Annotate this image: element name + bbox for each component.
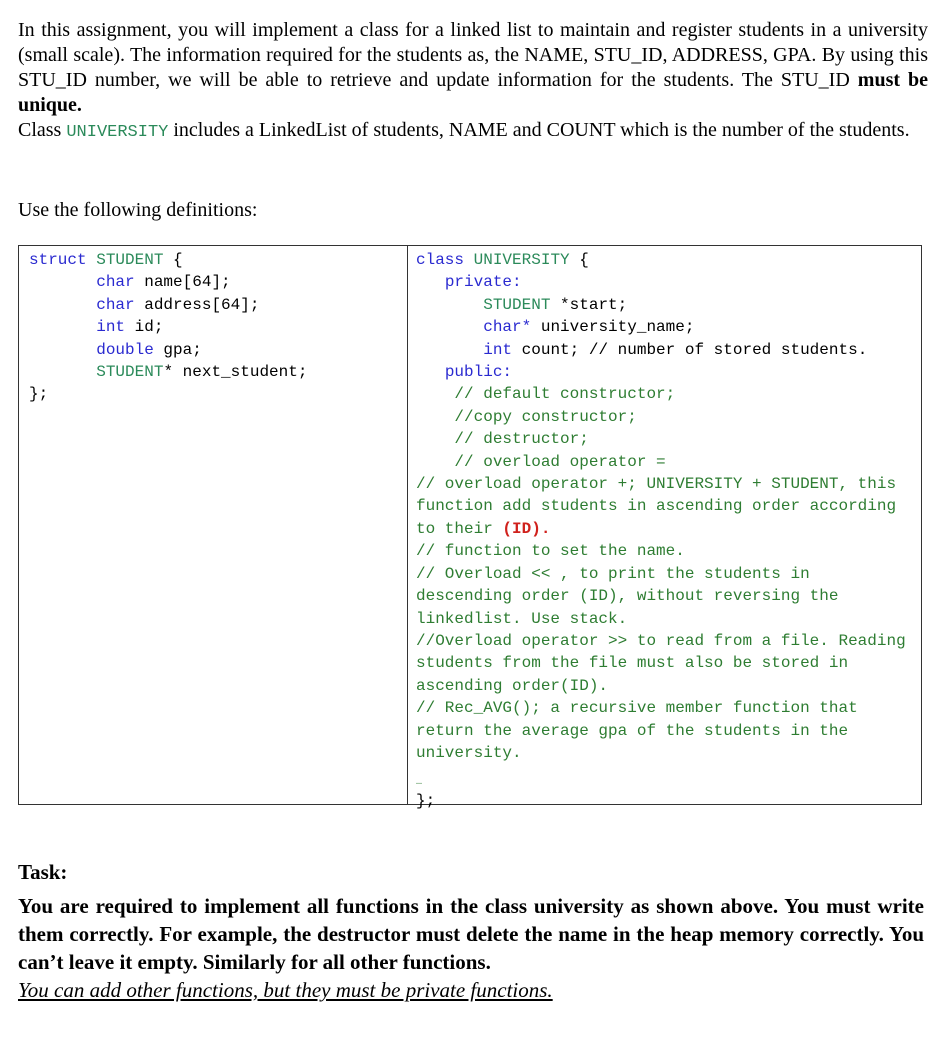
char-keyword: char	[96, 295, 135, 314]
set-name-comment: // function to set the name.	[416, 542, 685, 561]
print-operator-comment: // Overload << , to print the students in descending order (ID), without reversing the linkedlist. Use stack.	[416, 564, 849, 628]
student-type: STUDENT	[96, 251, 164, 269]
class-keyword: class	[416, 251, 465, 269]
struct-close: };	[29, 385, 49, 404]
plus-operator-comment	[416, 473, 911, 540]
start-member: *start;	[550, 295, 628, 314]
struct-definition-cell	[19, 246, 408, 804]
next-student-field: * next_student;	[163, 363, 308, 382]
destructor-comment: // destructor;	[454, 430, 589, 449]
ellipsis-marker: …	[416, 777, 423, 789]
name-field: name[64];	[134, 273, 231, 292]
class-definition-cell	[408, 246, 921, 811]
task-title: Task:	[18, 860, 68, 884]
gpa-field: gpa;	[153, 340, 202, 359]
rec-avg-comment: // Rec_AVG(); a recursive member function that return the average gpa of the students in the university.	[416, 699, 868, 762]
task-section	[18, 858, 924, 1004]
int-keyword: int	[96, 318, 126, 337]
unique-emphasis: must be unique.	[18, 69, 928, 116]
int-keyword: int	[483, 340, 513, 359]
plus-operator-text: // overload operator +; UNIVERSITY + STUDENT, this function add students in ascending order according to their	[416, 475, 906, 538]
use-definitions-label: Use the following definitions:	[18, 199, 258, 221]
char-pointer-keyword: char*	[483, 318, 532, 337]
definitions-table	[18, 245, 922, 811]
copy-constructor-comment: //copy constructor;	[454, 407, 637, 426]
id-field: id;	[125, 318, 164, 337]
default-constructor-comment: // default constructor;	[454, 385, 676, 404]
task-note: You can add other functions, but they must be private functions.	[18, 978, 553, 1002]
public-keyword: public:	[444, 363, 513, 382]
class-name-code: UNIVERSITY	[66, 123, 169, 142]
struct-open: {	[163, 251, 183, 269]
struct-keyword: struct	[29, 251, 87, 269]
char-keyword: char	[96, 273, 135, 292]
double-keyword: double	[96, 340, 154, 359]
assign-operator-comment: // overload operator =	[454, 452, 666, 471]
student-type: STUDENT	[96, 363, 164, 382]
university-type: UNIVERSITY	[473, 251, 570, 269]
class-description	[18, 118, 928, 145]
student-type: STUDENT	[483, 295, 551, 314]
task-body: You are required to implement all functions in the class university as shown above. You must write them correctly. For example, the destructor must delete the name in the heap memory correctly. You can’t leave it empty. Similarly for all other functions.	[18, 894, 924, 974]
class-suffix: includes a LinkedList of students, NAME and COUNT which is the number of the students.	[168, 119, 910, 141]
address-field: address[64];	[134, 295, 260, 314]
class-code-header	[416, 249, 911, 473]
private-keyword: private:	[444, 273, 522, 292]
university-name-member: university_name;	[531, 318, 695, 337]
intro-text: In this assignment, you will implement a class for a linked list to maintain and register students in a university (small scale). The information required for the students as, the NAME, STU_ID, ADDRESS, GPA. By using this STU_ID number, we will be able to retrieve and update information for the students. The STU_ID	[18, 19, 928, 91]
read-operator-comment: //Overload operator >> to read from a file. Reading students from the file must also be stored in ascending order(ID).	[416, 631, 916, 695]
count-member: count; // number of stored students.	[512, 340, 868, 359]
intro-paragraph	[18, 18, 928, 118]
class-prefix: Class	[18, 119, 67, 141]
id-highlight: (ID).	[502, 519, 551, 538]
class-open: {	[569, 251, 589, 269]
struct-code	[29, 249, 407, 406]
class-close: };	[416, 792, 436, 811]
assignment-intro	[18, 18, 928, 145]
